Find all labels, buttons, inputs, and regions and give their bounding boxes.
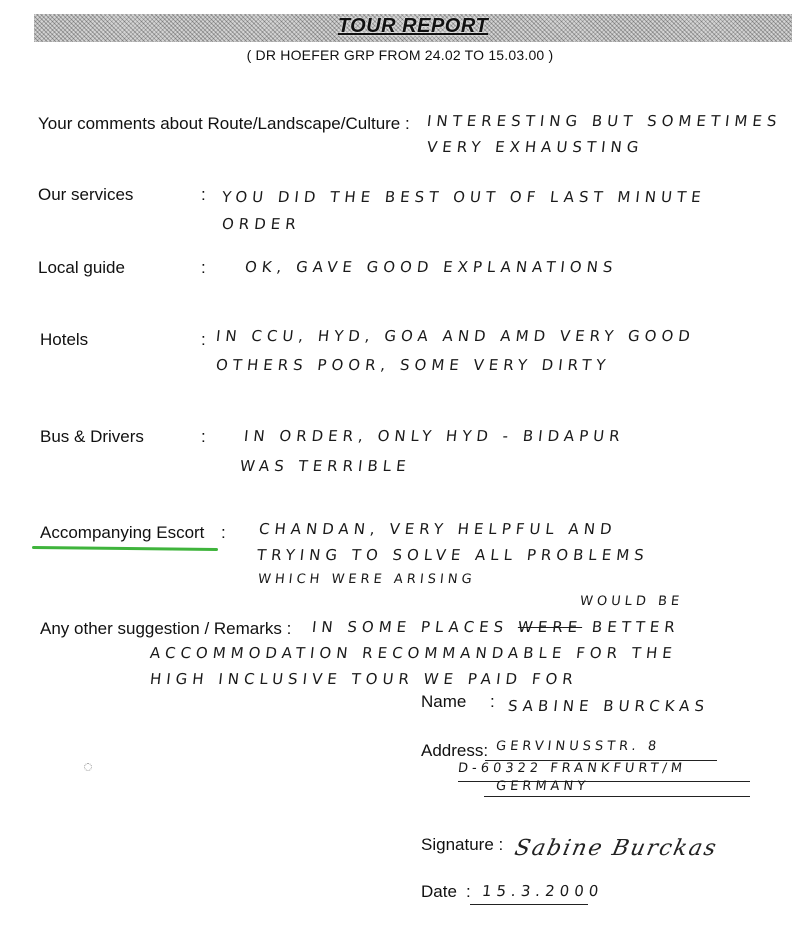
address-value-line-1: GERVINUSSTR. 8 xyxy=(495,739,661,754)
handwritten-signature: Sabine Burckas xyxy=(512,836,721,861)
address-label: Address: xyxy=(421,741,489,760)
hotels-label: Hotels xyxy=(40,330,89,349)
remarks-line-1-end: BETTER xyxy=(590,618,681,636)
address-line-3-rule xyxy=(484,796,750,797)
name-value: SABINE BURCKAS xyxy=(507,697,710,715)
escort-label: Accompanying Escort xyxy=(40,523,205,542)
guide-comment-line-1: OK, GAVE GOOD EXPLANATIONS xyxy=(244,258,619,276)
escort-comment-line-2: TRYING TO SOLVE ALL PROBLEMS xyxy=(256,546,650,564)
remarks-label: Any other suggestion / Remarks : xyxy=(40,619,292,638)
escort-highlight-underline xyxy=(32,546,218,551)
remarks-struck-word: WERE xyxy=(516,618,584,636)
date-colon: : xyxy=(466,882,471,901)
bus-colon: : xyxy=(201,427,206,446)
date-value: 15.3.2000 xyxy=(481,882,605,900)
route-label: Your comments about Route/Landscape/Culture : xyxy=(38,114,410,133)
escort-comment-line-3: WHICH WERE ARISING xyxy=(257,572,477,587)
escort-comment-line-1: CHANDAN, VERY HELPFUL AND xyxy=(258,520,618,538)
remarks-insertion: WOULD BE xyxy=(579,594,684,609)
guide-label: Local guide xyxy=(38,258,125,277)
hotels-colon: : xyxy=(201,330,206,349)
date-label: Date xyxy=(421,882,457,901)
address-value-line-3: GERMANY xyxy=(495,779,590,794)
services-comment-line-2: ORDER xyxy=(221,215,302,233)
bus-comment-line-2: WAS TERRIBLE xyxy=(239,457,412,475)
remarks-comment-line-2: ACCOMMODATION RECOMMANDABLE FOR THE xyxy=(149,644,678,662)
guide-colon: : xyxy=(201,258,206,277)
services-comment-line-1: YOU DID THE BEST OUT OF LAST MINUTE xyxy=(221,188,707,206)
route-comment-line-1: INTERESTING BUT SOMETIMES xyxy=(426,112,783,130)
hotels-comment-line-1: IN CCU, HYD, GOA AND AMD VERY GOOD xyxy=(215,327,696,345)
signature-label: Signature : xyxy=(421,835,504,854)
hotels-comment-line-2: OTHERS POOR, SOME VERY DIRTY xyxy=(215,356,612,374)
paper-speck xyxy=(84,763,92,771)
bus-comment-line-1: IN ORDER, ONLY HYD - BIDAPUR xyxy=(243,427,626,445)
route-comment-line-2: VERY EXHAUSTING xyxy=(426,138,645,156)
services-colon: : xyxy=(201,185,206,204)
name-colon: : xyxy=(490,692,495,711)
remarks-comment-line-3: HIGH INCLUSIVE TOUR WE PAID FOR xyxy=(149,670,579,688)
report-subtitle: ( DR HOEFER GRP FROM 24.02 TO 15.03.00 ) xyxy=(246,47,554,63)
services-label: Our services xyxy=(38,185,134,204)
remarks-line-1-start: IN SOME PLACES xyxy=(311,618,510,636)
date-rule xyxy=(470,904,588,905)
bus-label: Bus & Drivers xyxy=(40,427,144,446)
escort-colon: : xyxy=(221,523,226,542)
header-banner xyxy=(34,14,792,42)
name-label: Name xyxy=(421,692,467,711)
report-title: TOUR REPORT xyxy=(337,15,489,37)
remarks-comment-line-1 xyxy=(311,618,681,636)
address-value-line-2: D-60322 FRANKFURT/M xyxy=(457,761,687,776)
